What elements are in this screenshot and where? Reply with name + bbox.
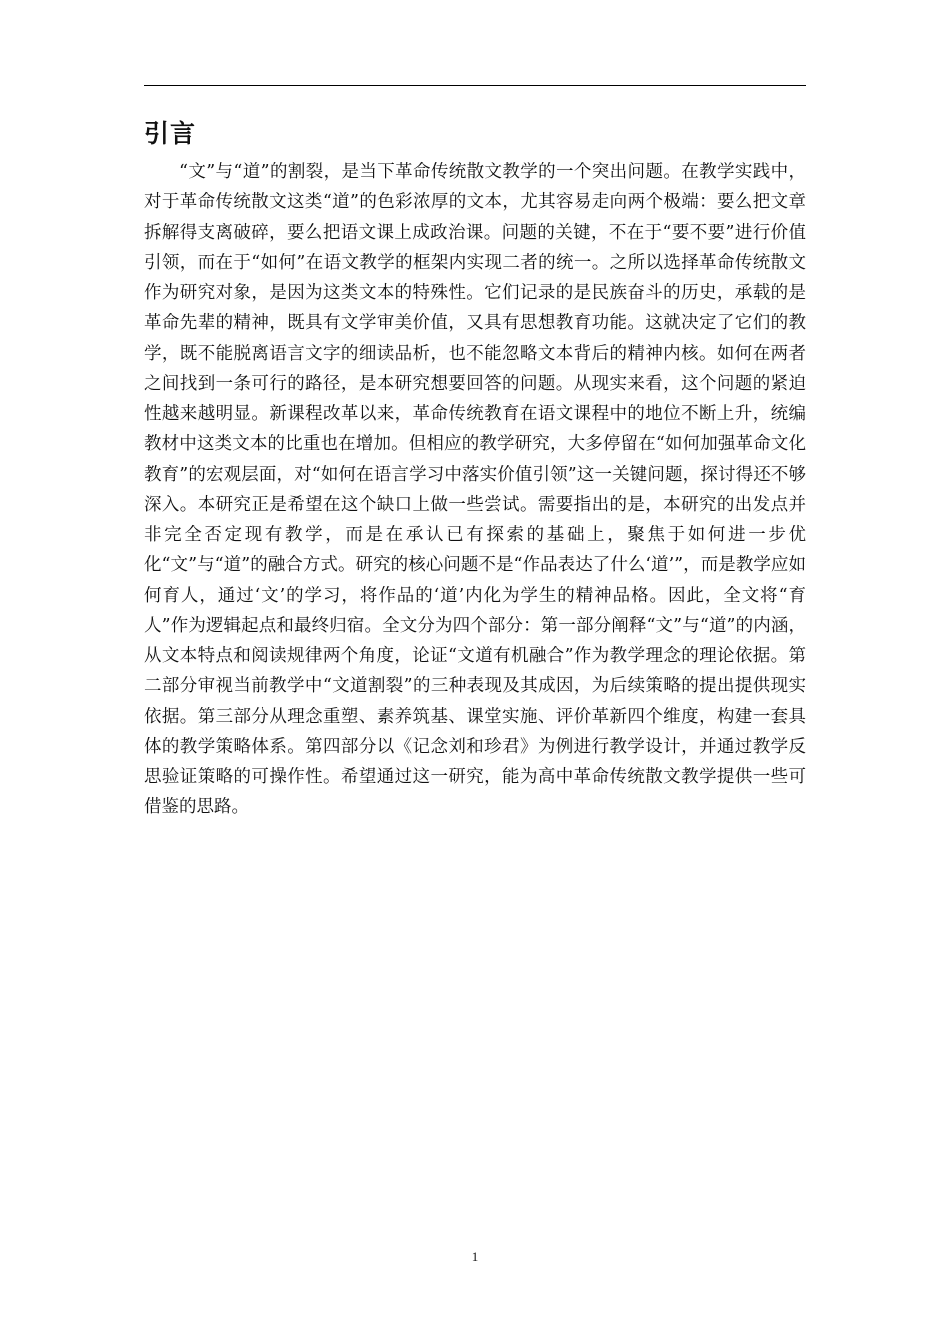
header-rule	[144, 85, 806, 86]
section-title: 引言	[144, 119, 197, 148]
body-paragraph: “文”与“道”的割裂，是当下革命传统散文教学的一个突出问题。在教学实践中，对于革命传统散文这类“道”的色彩浓厚的文本，尤其容易走向两个极端：要么把文章拆解得支离破碎，要么把语文课上成政治课。问题的关键，不在于“要不要”进行价值引领，而在于“如何”在语文教学的框架内实现二者的统一。之所以选择革命传统散文作为研究对象，是因为这类文本的特殊性。它们记录的是民族奋斗的历史，承载的是革命先辈的精神，既具有文学审美价值，又具有思想教育功能。这就决定了它们的教学，既不能脱离语言文字的细读品析，也不能忽略文本背后的精神内核。如何在两者之间找到一条可行的路径，是本研究想要回答的问题。从现实来看，这个问题的紧迫性越来越明显。新课程改革以来，革命传统教育在语文课程中的地位不断上升，统编教材中这类文本的比重也在增加。但相应的教学研究，大多停留在“如何加强革命文化教育”的宏观层面，对“如何在语言学习中落实价值引领”这一关键问题，探讨得还不够深入。本研究正是希望在这个缺口上做一些尝试。需要指出的是，本研究的出发点并非完全否定现有教学，而是在承认已有探索的基础上，聚焦于如何进一步优化“文”与“道”的融合方式。研究的核心问题不是“作品表达了什么‘道’”，而是教学应如何育人，通过‘文’的学习，将作品的‘道’内化为学生的精神品格。因此，全文将“育人”作为逻辑起点和最终归宿。全文分为四个部分：第一部分阐释“文”与“道”的内涵，从文本特点和阅读规律两个角度，论证“文道有机融合”作为教学理念的理论依据。第二部分审视当前教学中“文道割裂”的三种表现及其成因，为后续策略的提出提供现实依据。第三部分从理念重塑、素养筑基、课堂实施、评价革新四个维度，构建一套具体的教学策略体系。第四部分以《记念刘和珍君》为例进行教学设计，并通过教学反思验证策略的可操作性。希望通过这一研究，能为高中革命传统散文教学提供一些可借鉴的思路。	[144, 162, 806, 818]
page-number: 1	[471, 1249, 479, 1264]
